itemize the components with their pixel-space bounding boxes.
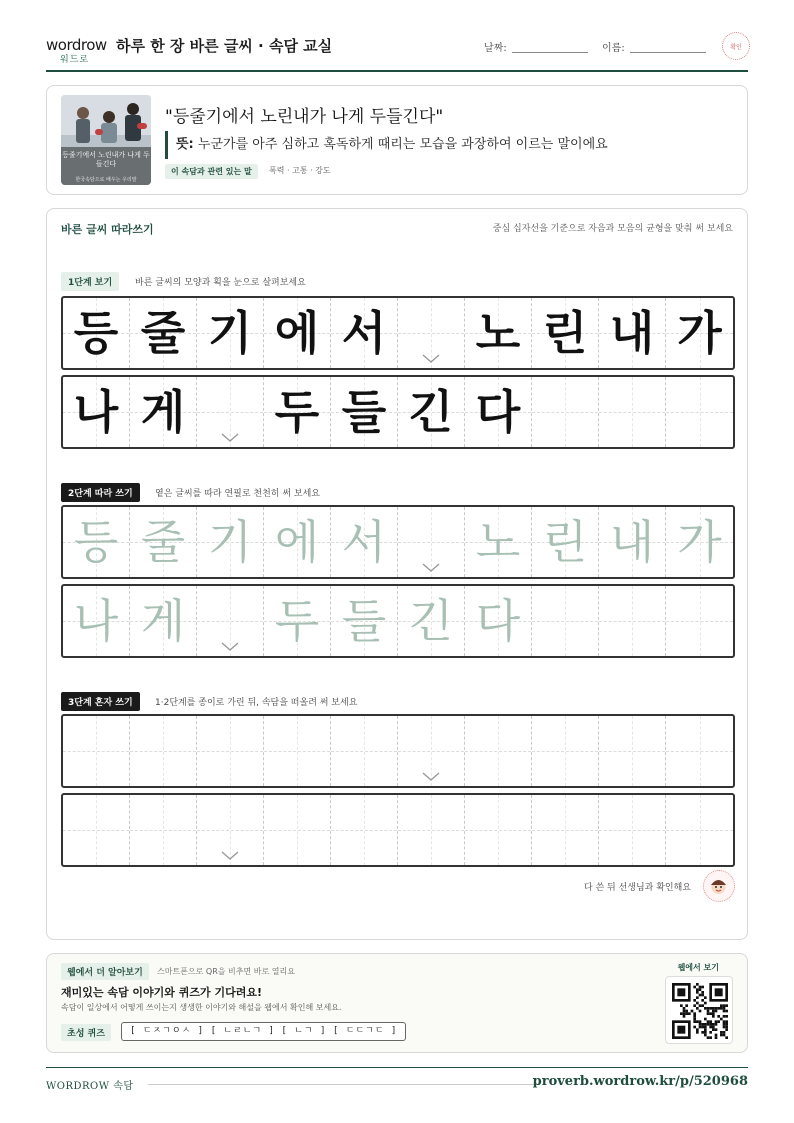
grid-cell[interactable] [130, 716, 197, 786]
quiz-label: 초성 퀴즈 [61, 1024, 111, 1041]
space-mark-icon [221, 642, 239, 652]
meaning-text: 누군가를 아주 심하고 혹독하게 때리는 모습을 과장하여 이르는 말이에요 [197, 137, 608, 152]
step1-tag: 1단계 보기 [61, 272, 119, 291]
grid-char: 두 [274, 385, 320, 439]
grid-char: 서 [341, 515, 387, 569]
grid-cell[interactable] [130, 586, 197, 656]
footer-rule [148, 1084, 538, 1085]
grid-cell [63, 377, 130, 447]
footer-divider [46, 1067, 748, 1068]
grid-cell [130, 377, 197, 447]
grid-char: 줄 [140, 306, 186, 360]
check-text: 다 쓴 뒤 선생님과 확인해요 [583, 883, 691, 893]
grid-char: 들 [341, 385, 387, 439]
grid-cell[interactable] [532, 507, 599, 577]
space-mark-icon [221, 433, 239, 443]
grid-char: 등 [73, 515, 119, 569]
grid-cell[interactable] [63, 795, 130, 865]
grid-cell [532, 377, 599, 447]
grid-char: 노 [475, 515, 521, 569]
name-field[interactable] [630, 52, 706, 53]
name-label: 이름: [602, 43, 625, 54]
grid-cell [63, 298, 130, 368]
grid-cell[interactable] [398, 586, 465, 656]
footer-brand: WORDROW 속담 [46, 1081, 134, 1092]
meaning-label: 뜻: [176, 137, 194, 152]
grid-cell[interactable] [599, 716, 666, 786]
step2-line1[interactable] [61, 505, 735, 579]
grid-cell[interactable] [331, 795, 398, 865]
space-mark-icon [422, 772, 440, 782]
grid-cell[interactable] [264, 716, 331, 786]
grid-cell[interactable] [130, 795, 197, 865]
grid-char: 린 [542, 306, 588, 360]
space-mark-icon [422, 354, 440, 364]
web-tip: 스마트폰으로 QR을 비추면 바로 열리요 [157, 967, 295, 976]
grid-char: 들 [341, 594, 387, 648]
grid-cell[interactable] [398, 795, 465, 865]
grid-cell[interactable] [331, 507, 398, 577]
teacher-avatar-icon [703, 870, 735, 902]
qr-label: 웹에서 보기 [677, 963, 719, 972]
grid-cell[interactable] [465, 795, 532, 865]
grid-cell[interactable] [264, 795, 331, 865]
grid-cell[interactable] [599, 507, 666, 577]
grid-cell [264, 377, 331, 447]
grid-char: 등 [73, 306, 119, 360]
quiz-value: [ ㄷㅈㄱㅇㅅ ] [ ㄴㄹㄴㄱ ] [ ㄴㄱ ] [ ㄷㄷㄱㄷ ] [121, 1022, 406, 1041]
related-words: 폭력 · 고통 · 강도 [269, 166, 331, 175]
step1-desc: 바른 글씨의 모양과 획을 눈으로 살펴보세요 [135, 278, 306, 288]
grid-char: 가 [677, 306, 722, 360]
grid-cell [666, 298, 733, 368]
grid-cell[interactable] [264, 586, 331, 656]
step1-line2 [61, 375, 735, 449]
space-mark-icon [422, 563, 440, 573]
qr-code[interactable] [665, 976, 733, 1044]
grid-char: 나 [73, 385, 119, 439]
stamp-text: 확인 [730, 43, 742, 51]
grid-char: 게 [140, 385, 186, 439]
web-description: 속담이 일상에서 어떻게 쓰이는지 생생한 이야기와 해설을 웹에서 확인해 보세요. [61, 1003, 342, 1012]
grid-char: 내 [609, 515, 655, 569]
proverb-meaning [165, 131, 608, 159]
step1-line1 [61, 296, 735, 370]
practice-hint: 중심 십자선을 기준으로 자음과 모음의 균형을 맞춰 써 보세요 [492, 224, 733, 234]
grid-cell[interactable] [197, 795, 264, 865]
grid-char: 에 [274, 515, 320, 569]
grid-char: 줄 [140, 515, 186, 569]
grid-cell[interactable] [264, 507, 331, 577]
page-header [46, 28, 748, 72]
grid-char: 서 [341, 306, 387, 360]
grid-char: 다 [475, 385, 521, 439]
date-label: 날짜: [484, 43, 507, 54]
grid-cell[interactable] [532, 586, 599, 656]
grid-cell[interactable] [331, 716, 398, 786]
grid-cell[interactable] [63, 507, 130, 577]
grid-cell[interactable] [465, 507, 532, 577]
illustration-source: 한국속담으로 배우는 우리말 [75, 177, 137, 183]
grid-cell [465, 298, 532, 368]
grid-cell [197, 377, 264, 447]
grid-cell [130, 298, 197, 368]
step2-desc: 옅은 글씨를 따라 연필로 천천히 써 보세요 [155, 489, 320, 499]
step2-line2[interactable] [61, 584, 735, 658]
grid-cell[interactable] [130, 507, 197, 577]
grid-cell[interactable] [666, 586, 733, 656]
grid-cell[interactable] [465, 586, 532, 656]
grid-char: 나 [73, 594, 119, 648]
grid-char: 노 [475, 306, 521, 360]
qr-code-icon [672, 983, 728, 1039]
grid-cell [331, 298, 398, 368]
grid-cell [465, 377, 532, 447]
grid-cell [599, 298, 666, 368]
grid-cell[interactable] [398, 507, 465, 577]
grid-cell[interactable] [599, 795, 666, 865]
grid-cell[interactable] [465, 716, 532, 786]
grid-cell [264, 298, 331, 368]
logo-word: wordrow [46, 36, 107, 54]
wordrow-logo [46, 34, 110, 64]
proverb-title: "등줄기에서 노린내가 나게 두들긴다" [165, 107, 444, 127]
grid-cell[interactable] [197, 586, 264, 656]
grid-char: 에 [274, 306, 320, 360]
grid-cell[interactable] [532, 795, 599, 865]
space-mark-icon [221, 851, 239, 861]
grid-cell[interactable] [331, 586, 398, 656]
grid-char: 다 [475, 594, 521, 648]
step3-line2[interactable] [61, 793, 735, 867]
grid-cell[interactable] [666, 507, 733, 577]
web-tag: 웹에서 더 알아보기 [61, 963, 149, 980]
web-headline: 재미있는 속담 이야기와 퀴즈가 기다려요! [61, 986, 262, 999]
grid-char: 기 [207, 306, 253, 360]
grid-char: 가 [677, 515, 722, 569]
grid-cell [197, 298, 264, 368]
grid-cell[interactable] [532, 716, 599, 786]
proverb-card [46, 85, 748, 195]
grid-char: 두 [274, 594, 320, 648]
footer-url[interactable]: proverb.wordrow.kr/p/520968 [532, 1074, 748, 1089]
grid-cell[interactable] [398, 716, 465, 786]
grid-cell [331, 377, 398, 447]
grid-cell[interactable] [197, 507, 264, 577]
grid-cell [599, 377, 666, 447]
check-stamp-icon [722, 32, 750, 60]
grid-char: 긴 [408, 385, 454, 439]
web-promo-card [46, 953, 748, 1053]
step3-desc: 1·2단계를 종이로 가린 뒤, 속담을 떠올려 써 보세요 [155, 698, 358, 708]
page-title: 하루 한 장 바른 글씨 · 속담 교실 [116, 37, 333, 55]
grid-cell [398, 298, 465, 368]
step2-tag: 2단계 따라 쓰기 [61, 483, 140, 502]
grid-cell[interactable] [666, 795, 733, 865]
step3-tag: 3단계 혼자 쓰기 [61, 692, 140, 711]
illustration-caption: 등줄기에서 노린내가 나게 두들긴다 [61, 147, 151, 185]
grid-char: 내 [609, 306, 655, 360]
logo-sub: 워드로 [60, 55, 90, 65]
grid-cell[interactable] [666, 716, 733, 786]
related-label: 이 속담과 관련 있는 말 [165, 164, 258, 179]
grid-cell [532, 298, 599, 368]
grid-char: 린 [542, 515, 588, 569]
grid-cell[interactable] [599, 586, 666, 656]
grid-char: 기 [207, 515, 253, 569]
grid-cell[interactable] [63, 716, 130, 786]
practice-title: 바른 글씨 따라쓰기 [61, 223, 154, 236]
grid-char: 긴 [408, 594, 454, 648]
grid-char: 게 [140, 594, 186, 648]
proverb-illustration [61, 95, 151, 185]
grid-cell [398, 377, 465, 447]
grid-cell[interactable] [63, 586, 130, 656]
step3-line1[interactable] [61, 714, 735, 788]
practice-card [46, 208, 748, 940]
grid-cell [666, 377, 733, 447]
date-field[interactable] [512, 52, 588, 53]
grid-cell[interactable] [197, 716, 264, 786]
